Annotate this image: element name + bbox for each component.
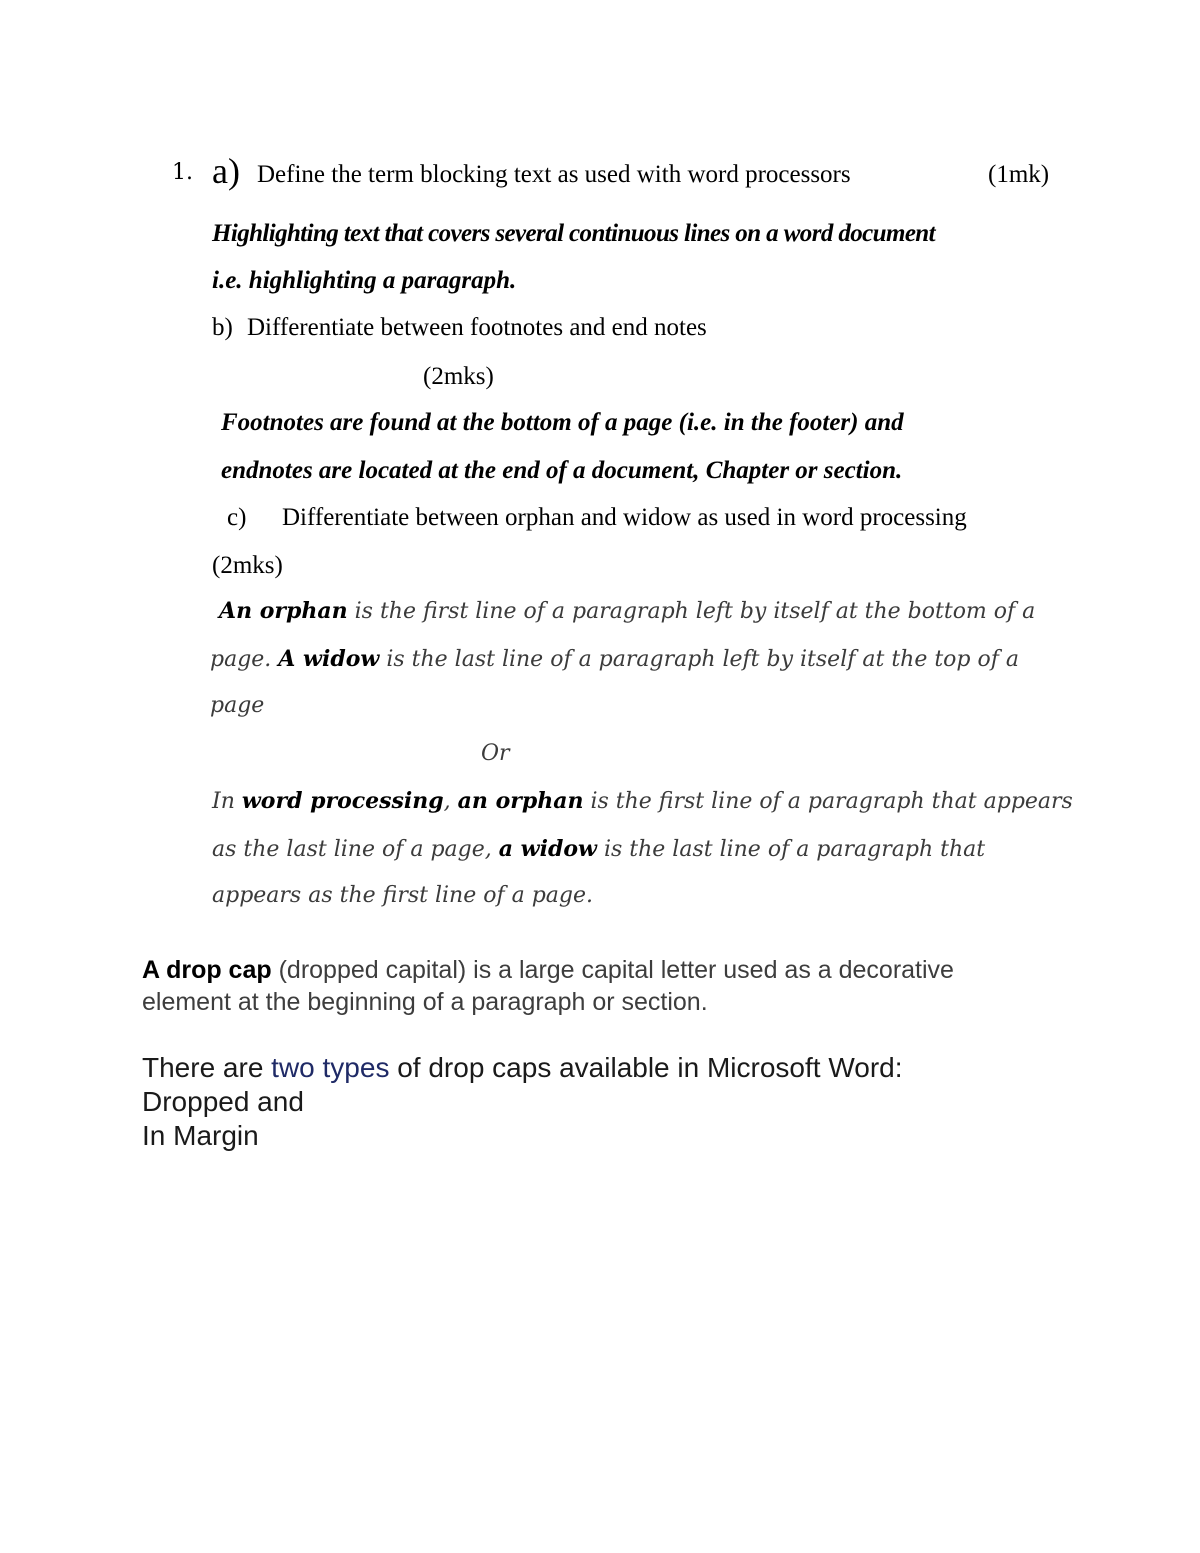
alt-definition-line-1 [212,790,1073,813]
drop-cap-line-2: element at the beginning of a paragraph or section. [142,988,708,1016]
types-intro: There are [142,1052,272,1083]
term-an-orphan: an orphan [457,788,584,814]
types-line-1 [142,1054,903,1082]
orphan-definition-line-1 [219,600,1035,623]
part-c-letter: c) [227,504,247,531]
part-c-question: Differentiate between orphan and widow as used in word processing [282,504,967,531]
widow-definition-line [210,648,1019,671]
alt-orphan-text: is the first line of a paragraph that appears [583,789,1073,814]
part-b-question: Differentiate between footnotes and end notes [247,314,707,341]
term-word-processing: word processing [241,788,444,814]
alt-definition-line-2 [212,838,985,861]
in-word: In [212,789,242,814]
question-number: 1. [172,160,193,185]
drop-cap-definition: (dropped capital) is a large capital letter used as a decorative [271,956,954,984]
comma: , [443,789,458,814]
part-a-letter: a) [212,151,240,191]
page-word: page. [210,647,279,672]
part-a-question: Define the term blocking text as used with word processors [257,161,851,188]
part-a-answer-line-2: i.e. highlighting a paragraph. [212,267,517,294]
alt-widow-text: is the last line of a paragraph that [596,837,986,862]
term-a-widow: a widow [498,836,597,862]
part-b-answer-line-2: endnotes are located at the end of a document, Chapter or section. [221,457,903,484]
term-drop-cap: A drop cap [142,956,272,984]
term-widow: A widow [278,646,380,672]
part-b-marks: (2mks) [423,363,494,390]
or-separator: Or [481,741,510,766]
drop-cap-line-1 [142,958,954,983]
part-c-marks: (2mks) [212,552,283,579]
orphan-definition-text: is the first line of a paragraph left by itself at the bottom of a [347,599,1036,624]
widow-definition-text: is the last line of a paragraph left by itself at the top of a [379,647,1020,672]
types-line-2: Dropped and [142,1086,304,1117]
types-line-3: In Margin [142,1120,259,1151]
part-b-letter: b) [212,314,233,341]
term-orphan: An orphan [219,598,348,624]
alt-definition-line-3: appears as the first line of a page. [212,883,593,908]
part-b-answer-line-1: Footnotes are found at the bottom of a page (i.e. in the footer) and [221,409,904,436]
types-rest: of drop caps available in Microsoft Word: [389,1052,903,1083]
two-types-link[interactable]: two types [271,1052,390,1083]
part-a-answer-line-1: Highlighting text that covers several continuous lines on a word document [212,220,935,247]
part-a-marks: (1mk) [988,161,1050,188]
alt-line-2-start: as the last line of a page, [212,837,499,862]
widow-definition-line-3: page [210,693,265,718]
